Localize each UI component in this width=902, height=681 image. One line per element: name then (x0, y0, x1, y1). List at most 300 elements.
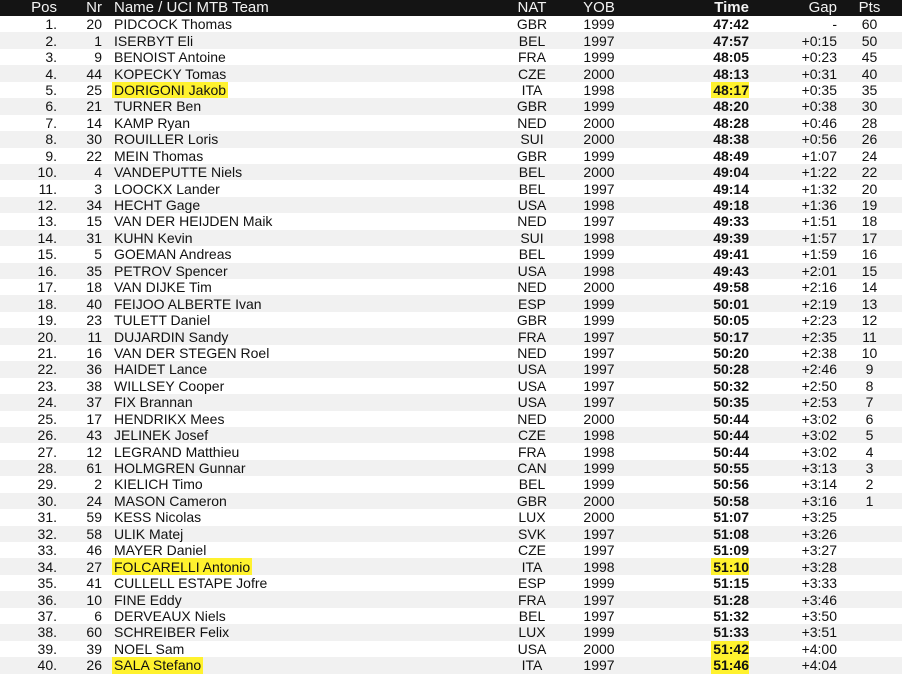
pos-cell-text: 12. (37, 197, 57, 214)
nr-cell-text: 16 (86, 344, 102, 361)
year-of-birth-cell-text: 1997 (583, 344, 615, 361)
time-cell-text: 51:33 (713, 624, 749, 641)
nr-cell (57, 263, 102, 279)
time-cell (631, 591, 749, 607)
points-cell (837, 361, 902, 377)
gap-cell-text: +2:35 (801, 328, 837, 345)
nation-cell (497, 624, 567, 640)
gap-cell-text: +1:59 (801, 246, 837, 263)
table-row (0, 591, 902, 607)
time-cell-text: 50:20 (713, 344, 749, 361)
year-of-birth-cell-text: 1997 (583, 361, 615, 378)
gap-cell (749, 443, 837, 459)
gap-cell-text: +3:16 (801, 492, 837, 509)
time-cell-text: 51:08 (713, 525, 749, 542)
gap-cell (749, 197, 837, 213)
gap-cell (749, 263, 837, 279)
time-cell-text: 51:28 (713, 591, 749, 608)
year-of-birth-cell-text: 1997 (583, 657, 615, 674)
table-row (0, 32, 902, 48)
table-row (0, 378, 902, 394)
rider-name-cell-text: KOPECKY Tomas (114, 65, 227, 82)
nr-cell (57, 608, 102, 624)
table-row (0, 493, 902, 509)
year-of-birth-cell (567, 82, 631, 98)
gap-cell (749, 608, 837, 624)
nr-cell-text: 30 (86, 131, 102, 148)
nr-cell (57, 657, 102, 673)
table-row (0, 460, 902, 476)
nation-cell-text: CZE (518, 427, 546, 444)
pos-cell-text: 37. (37, 607, 57, 624)
pos-cell (0, 131, 57, 147)
pos-cell-text: 26. (37, 427, 57, 444)
nr-cell-text: 5 (94, 246, 102, 263)
rider-name-cell (102, 131, 497, 147)
table-row (0, 263, 902, 279)
gap-cell-text: - (832, 16, 837, 33)
nr-cell-text: 17 (86, 410, 102, 427)
table-row (0, 16, 902, 32)
time-cell-text: 50:01 (713, 295, 749, 312)
time-cell (631, 197, 749, 213)
rider-name-cell (102, 65, 497, 81)
table-row (0, 49, 902, 65)
nr-cell (57, 279, 102, 295)
year-of-birth-cell (567, 279, 631, 295)
rider-name-cell (102, 542, 497, 558)
gap-cell (749, 427, 837, 443)
year-of-birth-cell (567, 230, 631, 246)
points-cell-text: 12 (861, 312, 878, 329)
year-of-birth-cell-text: 2000 (583, 509, 615, 526)
table-row (0, 443, 902, 459)
time-cell (631, 263, 749, 279)
nation-cell-text: FRA (518, 443, 546, 460)
year-of-birth-cell (567, 16, 631, 32)
nation-cell-text: USA (517, 197, 547, 214)
pos-cell (0, 32, 57, 48)
table-row (0, 197, 902, 213)
pos-cell (0, 608, 57, 624)
pos-cell (0, 378, 57, 394)
pos-cell-text: 4. (45, 65, 57, 82)
points-cell (837, 65, 902, 81)
table-row (0, 641, 902, 657)
gap-cell (749, 493, 837, 509)
year-of-birth-cell (567, 345, 631, 361)
pos-cell-text: 9. (45, 147, 57, 164)
points-cell (837, 197, 902, 213)
pos-cell (0, 82, 57, 98)
header-pts: Pts (837, 0, 902, 16)
rider-name-cell-text: FINE Eddy (114, 591, 182, 608)
table-row (0, 608, 902, 624)
points-cell (837, 493, 902, 509)
nr-cell-text: 41 (86, 575, 102, 592)
year-of-birth-cell (567, 427, 631, 443)
nr-cell (57, 197, 102, 213)
nation-cell (497, 443, 567, 459)
pos-cell (0, 115, 57, 131)
year-of-birth-cell-text: 1997 (583, 525, 615, 542)
rider-name-cell (102, 82, 497, 98)
table-row (0, 558, 902, 574)
rider-name-cell (102, 378, 497, 394)
time-cell (631, 148, 749, 164)
table-row (0, 65, 902, 81)
nation-cell (497, 394, 567, 410)
table-row (0, 394, 902, 410)
pos-cell-text: 36. (37, 591, 57, 608)
time-cell (631, 526, 749, 542)
pos-cell (0, 641, 57, 657)
nr-cell (57, 131, 102, 147)
nation-cell (497, 427, 567, 443)
time-cell-text: 48:17 (713, 81, 749, 98)
nation-cell-text: CZE (518, 542, 546, 559)
gap-cell-text: +0:35 (801, 81, 837, 98)
rider-name-cell-text: HENDRIKX Mees (114, 410, 225, 427)
nation-cell (497, 164, 567, 180)
points-cell (837, 16, 902, 32)
table-row (0, 180, 902, 196)
header-pos: Pos (0, 0, 57, 16)
year-of-birth-cell-text: 1997 (583, 32, 615, 49)
year-of-birth-cell-text: 2000 (583, 279, 615, 296)
pos-cell (0, 197, 57, 213)
pos-cell (0, 526, 57, 542)
pos-cell-text: 13. (37, 213, 57, 230)
table-row (0, 164, 902, 180)
year-of-birth-cell-text: 1997 (583, 180, 615, 197)
points-cell (837, 657, 902, 673)
time-cell (631, 542, 749, 558)
nr-cell-text: 2 (94, 476, 102, 493)
nr-cell-text: 26 (86, 657, 102, 674)
table-row (0, 312, 902, 328)
points-cell (837, 180, 902, 196)
time-cell-text: 47:57 (713, 32, 749, 49)
table-row (0, 82, 902, 98)
points-cell-text: 20 (861, 180, 878, 197)
header-gap: Gap (749, 0, 837, 16)
nr-cell (57, 493, 102, 509)
year-of-birth-cell-text: 2000 (583, 410, 615, 427)
rider-name-cell (102, 624, 497, 640)
rider-name-cell-text: MEIN Thomas (114, 147, 204, 164)
points-cell (837, 542, 902, 558)
points-cell-text: 5 (865, 427, 874, 444)
gap-cell-text: +0:23 (801, 49, 837, 66)
gap-cell (749, 65, 837, 81)
year-of-birth-cell (567, 542, 631, 558)
gap-cell-text: +3:27 (801, 542, 837, 559)
nation-cell-text: BEL (518, 607, 546, 624)
nr-cell-text: 38 (86, 377, 102, 394)
points-cell (837, 115, 902, 131)
points-cell (837, 411, 902, 427)
gap-cell-text: +3:02 (801, 410, 837, 427)
pos-cell (0, 279, 57, 295)
time-cell (631, 246, 749, 262)
gap-cell-text: +3:14 (801, 476, 837, 493)
rider-name-cell-text: HAIDET Lance (114, 361, 208, 378)
pos-cell (0, 312, 57, 328)
nr-cell-text: 58 (86, 525, 102, 542)
nr-cell (57, 526, 102, 542)
rider-name-cell-text: DERVEAUX Niels (114, 607, 226, 624)
points-cell-text: 10 (861, 344, 878, 361)
pos-cell (0, 213, 57, 229)
gap-cell-text: +0:46 (801, 114, 837, 131)
header-nat: NAT (497, 0, 567, 16)
gap-cell-text: +0:38 (801, 98, 837, 115)
nr-cell-text: 46 (86, 542, 102, 559)
gap-cell-text: +2:23 (801, 312, 837, 329)
time-cell-text: 50:05 (713, 312, 749, 329)
pos-cell-text: 31. (37, 509, 57, 526)
nation-cell (497, 197, 567, 213)
nr-cell (57, 558, 102, 574)
time-cell-text: 49:58 (713, 279, 749, 296)
points-cell-text: 7 (865, 394, 874, 411)
points-cell (837, 509, 902, 525)
points-cell (837, 230, 902, 246)
time-cell-text: 50:44 (713, 410, 749, 427)
table-row (0, 279, 902, 295)
table-row (0, 575, 902, 591)
nation-cell (497, 246, 567, 262)
rider-name-cell (102, 295, 497, 311)
nation-cell-text: BEL (518, 476, 546, 493)
rider-name-cell-text: HECHT Gage (114, 197, 201, 214)
nation-cell (497, 213, 567, 229)
nation-cell (497, 82, 567, 98)
points-cell (837, 295, 902, 311)
year-of-birth-cell (567, 558, 631, 574)
rider-name-cell-text: MASON Cameron (114, 492, 227, 509)
nr-cell (57, 328, 102, 344)
time-cell-text: 48:20 (713, 98, 749, 115)
nr-cell (57, 312, 102, 328)
nr-cell-text: 27 (86, 558, 102, 575)
pos-cell (0, 263, 57, 279)
points-cell (837, 164, 902, 180)
year-of-birth-cell (567, 98, 631, 114)
rider-name-cell-text: ULIK Matej (114, 525, 184, 542)
table-row (0, 361, 902, 377)
pos-cell (0, 164, 57, 180)
pos-cell (0, 246, 57, 262)
year-of-birth-cell-text: 1999 (583, 295, 615, 312)
points-cell (837, 476, 902, 492)
rider-name-cell-text: KUHN Kevin (114, 229, 193, 246)
time-cell-text: 48:38 (713, 131, 749, 148)
time-cell (631, 394, 749, 410)
gap-cell (749, 164, 837, 180)
nr-cell (57, 476, 102, 492)
year-of-birth-cell (567, 526, 631, 542)
pos-cell-text: 34. (37, 558, 57, 575)
year-of-birth-cell (567, 657, 631, 673)
time-cell (631, 427, 749, 443)
time-cell-text: 51:42 (713, 640, 749, 657)
year-of-birth-cell-text: 1999 (583, 575, 615, 592)
year-of-birth-cell (567, 608, 631, 624)
time-cell (631, 213, 749, 229)
nation-cell-text: GBR (516, 312, 548, 329)
points-cell-text: 17 (861, 229, 878, 246)
nation-cell-text: BEL (518, 32, 546, 49)
rider-name-cell-text: CULLELL ESTAPE Jofre (114, 575, 268, 592)
rider-name-cell (102, 460, 497, 476)
time-cell-text: 50:28 (713, 361, 749, 378)
year-of-birth-cell-text: 2000 (583, 492, 615, 509)
points-cell (837, 32, 902, 48)
rider-name-cell-text: VAN DIJKE Tim (114, 279, 212, 296)
gap-cell-text: +3:26 (801, 525, 837, 542)
rider-name-cell-text: VAN DER STEGEN Roel (114, 344, 270, 361)
points-cell (837, 558, 902, 574)
pos-cell (0, 230, 57, 246)
time-cell-text: 50:44 (713, 443, 749, 460)
table-row (0, 427, 902, 443)
table-row (0, 411, 902, 427)
nr-cell-text: 39 (86, 640, 102, 657)
rider-name-cell (102, 16, 497, 32)
time-cell-text: 48:28 (713, 114, 749, 131)
pos-cell-text: 21. (37, 344, 57, 361)
pos-cell (0, 49, 57, 65)
year-of-birth-cell (567, 32, 631, 48)
year-of-birth-cell-text: 2000 (583, 114, 615, 131)
points-cell-text: 50 (861, 32, 878, 49)
gap-cell (749, 394, 837, 410)
gap-cell (749, 624, 837, 640)
nation-cell-text: NED (517, 114, 547, 131)
gap-cell (749, 16, 837, 32)
time-cell-text: 50:58 (713, 492, 749, 509)
pos-cell-text: 5. (45, 81, 57, 98)
rider-name-cell (102, 476, 497, 492)
nation-cell (497, 98, 567, 114)
table-row (0, 542, 902, 558)
rider-name-cell-text: KAMP Ryan (114, 114, 190, 131)
pos-cell-text: 10. (37, 164, 57, 181)
gap-cell (749, 82, 837, 98)
header-time: Time (631, 0, 749, 16)
nation-cell-text: GBR (516, 98, 548, 115)
gap-cell (749, 279, 837, 295)
year-of-birth-cell (567, 49, 631, 65)
gap-cell-text: +3:33 (801, 575, 837, 592)
time-cell-text: 49:04 (713, 164, 749, 181)
year-of-birth-cell (567, 443, 631, 459)
year-of-birth-cell-text: 1997 (583, 607, 615, 624)
pos-cell (0, 460, 57, 476)
year-of-birth-cell (567, 164, 631, 180)
time-cell-text: 51:09 (713, 542, 749, 559)
time-cell (631, 295, 749, 311)
nation-cell (497, 328, 567, 344)
nr-cell-text: 12 (86, 443, 102, 460)
pos-cell (0, 328, 57, 344)
rider-name-cell-text: PIDCOCK Thomas (114, 16, 232, 33)
year-of-birth-cell-text: 1997 (583, 377, 615, 394)
gap-cell-text: +4:00 (801, 640, 837, 657)
gap-cell (749, 476, 837, 492)
rider-name-cell-text: GOEMAN Andreas (114, 246, 232, 263)
time-cell (631, 460, 749, 476)
points-cell (837, 608, 902, 624)
rider-name-cell-text: HOLMGREN Gunnar (114, 460, 246, 477)
pos-cell-text: 18. (37, 295, 57, 312)
points-cell (837, 460, 902, 476)
points-cell-text: 19 (861, 197, 878, 214)
pos-cell-text: 15. (37, 246, 57, 263)
gap-cell (749, 591, 837, 607)
pos-cell-text: 6. (45, 98, 57, 115)
nation-cell (497, 460, 567, 476)
year-of-birth-cell-text: 1998 (583, 558, 615, 575)
nr-cell (57, 16, 102, 32)
nr-cell (57, 49, 102, 65)
nation-cell (497, 509, 567, 525)
nation-cell (497, 32, 567, 48)
points-cell (837, 443, 902, 459)
year-of-birth-cell (567, 641, 631, 657)
time-cell-text: 47:42 (713, 16, 749, 33)
nation-cell-text: BEL (518, 164, 546, 181)
rider-name-cell (102, 213, 497, 229)
header-name: Name / UCI MTB Team (102, 0, 497, 16)
points-cell-text: 1 (865, 492, 874, 509)
year-of-birth-cell (567, 328, 631, 344)
time-cell-text: 51:15 (713, 575, 749, 592)
rider-name-cell-text: NOEL Sam (114, 640, 185, 657)
nation-cell-text: USA (517, 262, 547, 279)
rider-name-cell (102, 657, 497, 673)
nr-cell-text: 4 (94, 164, 102, 181)
year-of-birth-cell-text: 2000 (583, 640, 615, 657)
time-cell (631, 378, 749, 394)
points-cell-text: 16 (861, 246, 878, 263)
gap-cell (749, 542, 837, 558)
gap-cell (749, 378, 837, 394)
pos-cell (0, 98, 57, 114)
nr-cell (57, 443, 102, 459)
table-row (0, 509, 902, 525)
rider-name-cell (102, 148, 497, 164)
nr-cell-text: 21 (86, 98, 102, 115)
gap-cell (749, 230, 837, 246)
rider-name-cell-text: ISERBYT Eli (114, 32, 194, 49)
nation-cell-text: NED (517, 213, 547, 230)
year-of-birth-cell (567, 246, 631, 262)
time-cell (631, 345, 749, 361)
year-of-birth-cell-text: 1998 (583, 427, 615, 444)
points-cell (837, 246, 902, 262)
year-of-birth-cell-text: 1998 (583, 81, 615, 98)
year-of-birth-cell (567, 197, 631, 213)
table-row (0, 148, 902, 164)
year-of-birth-cell (567, 295, 631, 311)
time-cell-text: 51:32 (713, 607, 749, 624)
nation-cell-text: ESP (517, 295, 546, 312)
nr-cell (57, 65, 102, 81)
year-of-birth-cell-text: 1999 (583, 476, 615, 493)
